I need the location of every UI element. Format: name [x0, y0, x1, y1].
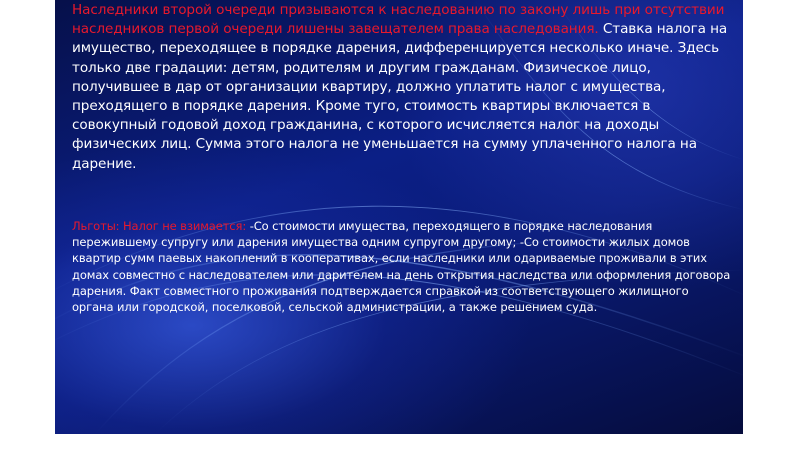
- paragraph-inheritance-tax: [72, 1, 732, 174]
- paragraph1-body: Ставка налога на имущество, переходящее в порядке дарения, дифференцируется несколько иначе. Здесь только две градации: детям, родителям и другим гражданам. Физическое лицо, получившее в дар от организации квартиру, должно уплатить налог с имущества, преходящего в порядке дарения. Кроме туго, стоимость квартиры включается в совокупный годовой доход гражданина, с которого исчисляется налог на доходы физических лиц. Сумма этого налога не уменьшается на сумму уплаченного налога на дарение.: [72, 21, 728, 172]
- paragraph2-body: -Со стоимости имущества, переходящего в порядке наследования пережившему супругу или дарения имущества одним супругом другому; -Со стоимости жилых домов квартир сумм паевых накоплений в кооперативах, если наследники или одариваемые проживали в этих домах совместно с наследователем или дарителем на день открытия наследства или оформления договора дарения. Факт совместного проживания подтверждается справкой из соответствующего жилищного органа или городской, поселковой, сельской администрации, а также решением суда.: [72, 218, 731, 315]
- paragraph-tax-benefits: [72, 218, 732, 316]
- paragraph2-highlight: Льготы: Налог не взимается:: [72, 218, 247, 233]
- paragraph1-highlight: Наследники второй очереди призываются к наследованию по закону лишь при отсутствии наследников первой очереди лишены завещателем права наследования.: [72, 2, 725, 38]
- content-text: [72, 1, 732, 316]
- slide: [55, 0, 743, 434]
